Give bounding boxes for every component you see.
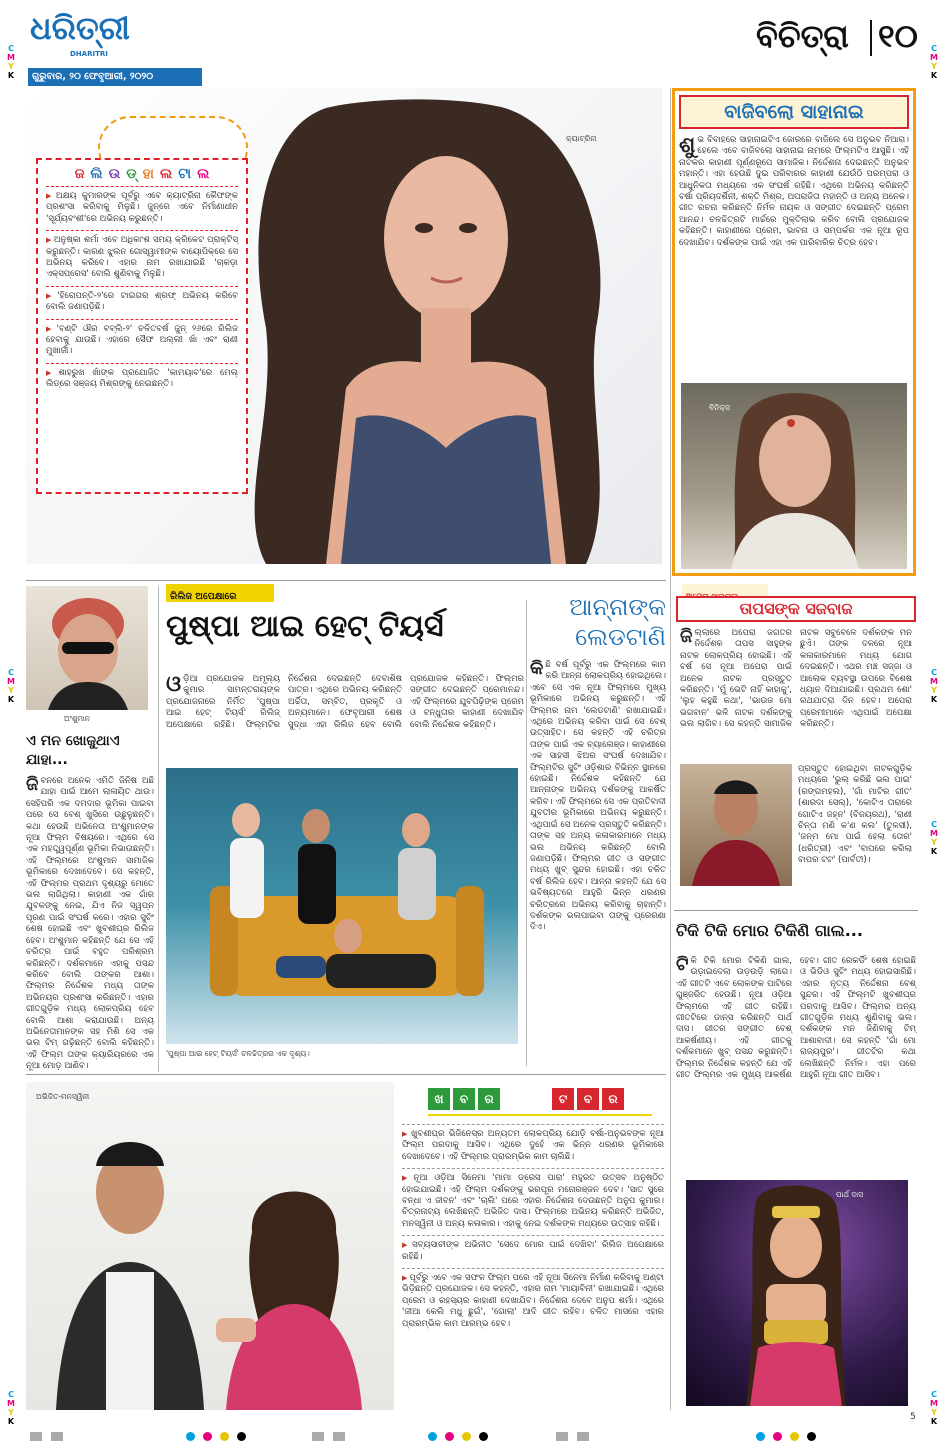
- reg-y: Y: [8, 1408, 14, 1417]
- khabar-item: [402, 1235, 664, 1268]
- footer-dot: [479, 1432, 488, 1441]
- horizontal-rule: [26, 580, 666, 581]
- reg-y: Y: [931, 62, 937, 71]
- reg-k: K: [930, 71, 938, 80]
- section-divider: [870, 20, 872, 56]
- masthead-date-bar: [28, 68, 202, 86]
- gossip-item-text: ଅନୁଷ୍କା ଶର୍ମା ଏବେ ଅଧିକାଂଶ ସମୟ କ୍ରିକେଟ ପ୍ରାକ୍ଟିସ୍ କରୁଛନ୍ତି। କାରଣ ଝୁଲନ ଗୋସ୍ୱାମୀଙ୍କ ବାୟୋପିକ୍‌ରେ ସେ ଅଭିନୟ କରିବେ। ଏହାର ନାମ ରଖାଯାଇଛି 'ଚାକଡ଼ା ଏକ୍ସପ୍ରେସ' ବୋଲି ଶୁଣିବାକୁ ମିଳୁଛି।: [46, 235, 238, 280]
- footer-block: [333, 1432, 345, 1441]
- section-header: [756, 12, 926, 68]
- footer-block: [30, 1432, 42, 1441]
- anshuman-photo: [26, 586, 148, 710]
- reg-c: C: [931, 1390, 937, 1399]
- gossip-item: [46, 319, 238, 363]
- khabar-item-text: ନୂଆ ଓଡ଼ିଆ ସିନେମା 'ମାମା ଡ୍ରେସ ପାରା' ମହୁରତ ଉତ୍ସବ ଅନୁଷ୍ଠିତ ହୋଇଯାଇଛି। ଏହି ଫିଲ୍ମ ଦର୍ଶକଙ୍କୁ ଭରପୂର ମନୋରଞ୍ଜନ ଦେବ। 'ସାତ ସୁରେ ବନ୍ଧା ଏ ଜୀବନ' ଏବଂ 'ଚାଲି' ପରେ ଏହାର ନିର୍ଦ୍ଦେଶନା ଦେଉଛନ୍ତି ଅନୁପ କୁମାର। ଚିତ୍ରନାଟ୍ୟ ଲେଖିଛନ୍ତି ଅଭିଜିତ ଦାସ। ଫିଲ୍ମରେ ଅଭିନୟ କରିଛନ୍ତି ଅଭିଜିତ, ମନସ୍ୱିନୀ ଓ ଅନ୍ୟ କଳାକାର। ଏହାକୁ ନେଇ ଦର୍ଶକଙ୍କ ମଧ୍ୟରେ ଉତ୍ସାହ ରହିଛି।: [402, 1173, 664, 1229]
- registration-left-top: [6, 44, 16, 80]
- footer-grey-blocks-mid: [312, 1426, 349, 1445]
- gossip-title-letter: ଜ: [74, 166, 85, 182]
- footer-dot: [756, 1432, 765, 1441]
- footer-dot: [237, 1432, 246, 1441]
- reg-m: M: [930, 829, 938, 838]
- khabar-item-text: ପୂର୍ବରୁ ଏବେ ଏକ ସଫଳ ଫିଲ୍ମ ପରେ ଏହି ନୂଆ ସିନେମା ନିର୍ମାଣ କରିବାକୁ ଅଣ୍ଟା ଭିଡ଼ିଛନ୍ତି ପ୍ରଯୋଜକ। ସେ କହନ୍ତି, ଏହାର ନାମ 'ମାୟାବିନୀ' ରଖାଯାଇଛି। ଏଥିରେ ପ୍ରେମ ଓ ରହସ୍ୟର କାହାଣୀ ଦେଖାଯିବ। ନିର୍ଦ୍ଦେଶନା ଦେବେ ଅନୁପ ଶର୍ମା। ଏଥିରେ 'ଜୀଆ କେଲି ମଧୁ ଛୁଇଁ', 'ଗୋଲା' ଆଦି ଗୀତ ରହିବ। ଚଳିତ ମାସରେ ଏହାର ପ୍ରାରମ୍ଭିକ କାମ ଆରମ୍ଭ ହେବ।: [402, 1273, 664, 1329]
- tapas-body: [680, 628, 912, 756]
- khabar-item: [402, 1168, 664, 1235]
- registration-left-mid: [6, 668, 16, 704]
- pushpa-photo: [166, 768, 518, 1044]
- reg-k: K: [930, 1417, 938, 1426]
- pushpa-headline: ପୁଷ୍ପା ଆଇ ହେଟ୍ ଟିୟର୍ସ: [166, 609, 444, 644]
- sahanai-body: [679, 135, 909, 357]
- anshuman-body-text: ବନରେ ଅନେକ ଏମିତି ଜିନିଷ ଅଛି ଯାହା ପାଇଁ ଆମେ ଲାଳାୟିତ ଥାଉ। ସେହିପରି ଏକ ଦମଦାର ଭୂମିକା ପାଇବା ପରେ ସେ ବେଶ୍ ଖୁସିରେ ଉଛୁଳୁଛନ୍ତି। କଥା ହେଉଛି ଅଭିନେତା ଅଂଶୁମାନଙ୍କ ନୂଆ ଫିଲ୍ମ ବିଷୟରେ। ଏଥିରେ ସେ ଏକ ମହତ୍ତ୍ୱପୂର୍ଣ୍ଣ ଭୂମିକା ନିଭାଉଛନ୍ତି। ଏହି ଫିଲ୍ମରେ ଅଂଶୁମାନ ସାମାଜିକ ଭୂମିକାରେ ଦେଖାଦେବେ। ସେ କହନ୍ତି, ଏହି ଫିଲ୍ମର ପ୍ରଥମ ଦୃଶ୍ୟରୁ ମୋତେ ଭଲ ଲାଗିଥିଲା। କାହାଣୀ ଏକ ଗାଁର ଯୁବକଙ୍କୁ ନେଇ, ଯିଏ ନିଜ ସ୍ୱପ୍ନ ପୂରଣ ପାଇଁ ସଂଘର୍ଷ କରେ। ଏହାର ସୁଟିଂ ଶେଷ ହୋଇଛି ଏବଂ ଖୁବଶୀଘ୍ର ରିଲିଜ ହେବ। ଅଂଶୁମାନ କହିଛନ୍ତି ଯେ ସେ ଏହି ଚରିତ୍ର ପାଇଁ ବହୁତ ପରିଶ୍ରମ କରିଛନ୍ତି। ଦର୍ଶକମାନେ ଏହାକୁ ପସନ୍ଦ କରିବେ ବୋଲି ତାଙ୍କର ଆଶା। ଫିଲ୍ମର ନିର୍ଦ୍ଦେଶକ ମଧ୍ୟ ତାଙ୍କ ଅଭିନୟର ପ୍ରଶଂସା କରିଛନ୍ତି। ଏହାର ଗୀତଗୁଡ଼ିକ ମଧ୍ୟ ଲୋକପ୍ରିୟ ହେବ ବୋଲି ଆଶା କରାଯାଉଛି। ଅନ୍ୟ ଅଭିନେତାମାନଙ୍କ ସହ ମିଶି ସେ ଏକ ଭଲ ଟିମ୍ ଗଢ଼ିଛନ୍ତି ବୋଲି କହିଛନ୍ତି। ଏହି ଫିଲ୍ମ ତାଙ୍କ କ୍ୟାରିୟରରେ ଏକ ନୂଆ ମୋଡ଼ ଆଣିବ।: [26, 776, 154, 1072]
- gossip-title: [46, 166, 238, 182]
- reg-m: M: [7, 1399, 15, 1408]
- reg-m: M: [930, 677, 938, 686]
- gossip-item-text: ଅକ୍ଷୟ କୁମାରଙ୍କ ପୂର୍ବରୁ ଏବେ କ୍ୟାଟ୍ରିନା କୈଫଙ୍କ ପ୍ରଶଂସା କରିବାକୁ ମିଳୁଛି। ଜୁନ୍‌ରେ ଏବେ ନିର୍ମାଣାଧୀନ 'ସୂର୍ଯ୍ୟବଂଶୀ'ରେ ଅଭିନୟ କରୁଛନ୍ତି।: [46, 191, 238, 224]
- reg-c: C: [931, 820, 937, 829]
- masthead-logo-sub: DHARITRI: [70, 50, 108, 58]
- gossip-item: [46, 186, 238, 230]
- registration-right-top: [929, 44, 939, 80]
- footer-color-dots-mid: [428, 1426, 491, 1445]
- section-name: ବିଚିତ୍ରା: [756, 17, 849, 55]
- anannya-headline-line1: ଆନ୍ନାଙ୍କ: [569, 593, 666, 621]
- reg-y: Y: [931, 1408, 937, 1417]
- anannya-headline-line2: ଲେଡଟାଣି: [575, 623, 666, 651]
- footer-dot: [428, 1432, 437, 1441]
- drop-cap: କି: [530, 658, 544, 679]
- gossip-box: [36, 158, 248, 494]
- gossip-item: [46, 363, 238, 396]
- reg-m: M: [930, 53, 938, 62]
- sahanai-photo: [681, 383, 907, 569]
- tiki-headline: ଟିକି ଟିକି ମୋର ଟିକିଣି ଗାଲ...: [676, 921, 863, 940]
- tiki-photo-caption: ପାର୍ଥ ଦାସ: [836, 1190, 864, 1199]
- sahanai-body-text: ଭ ବିବାହରେ ସାହାନାଇଟିଏ ଜୋରରେ ବାଜିଲେ ସେ ଅନୁଭବ ନିଆରା। ହେଲେ ଏବେ ବାଜିବଲୋ ସାହାନାଇ ନାମରେ ଫିଲ୍ମଟିଏ ଆସୁଛି। ଏହି ନାଟକର କାହାଣୀ ପୂର୍ଣ୍ଣରୂପେ ସାମାଜିକ। ନିର୍ଦ୍ଦେଶନା ଦେଇଛନ୍ତି ଅନୁଭବ ମହାନ୍ତି। ଏହା ହେଉଛି ଦୁଇ ପରିବାରର କାହାଣୀ ଯେଉଁଠି ପରମ୍ପରା ଓ ଆଧୁନିକତା ମଧ୍ୟରେ ଏକ ସଂଘର୍ଷ ରହିଛି। ଏଥିରେ ଅଭିନୟ କରିଛନ୍ତି ବର୍ଷା ପ୍ରିୟଦର୍ଶିନୀ, ଶକ୍ତି ମିଶ୍ର, ଅପରାଜିତା ମହାନ୍ତି ଓ ଅନ୍ୟ ଅନେକ। ଗୀତ ରଚନା କରିଛନ୍ତି ନିର୍ମଳ ନାୟକ ଓ ସଙ୍ଗୀତ ଦେଇଛନ୍ତି ପ୍ରେମ ଆନନ୍ଦ। ଚଳଚ୍ଚିତ୍ରଟି ମାର୍ଚ୍ଚରେ ମୁକ୍ତିଲାଭ କରିବ ବୋଲି ପ୍ରଯୋଜକ କହିଛନ୍ତି। କାହାଣୀରେ ପ୍ରେମ, ଭାବନା ଓ ସମ୍ପର୍କର ଏକ ନୂଆ ରୂପ ଦେଖାଯିବ। ଦର୍ଶକଙ୍କ ପାଇଁ ଏହା ଏକ ପାରିବାରିକ ଚିତ୍ର ହେବ।: [679, 135, 909, 248]
- reg-k: K: [7, 1417, 15, 1426]
- footer-dot: [807, 1432, 816, 1441]
- footer-block: [312, 1432, 324, 1441]
- gossip-item: [46, 286, 238, 319]
- pushpa-photo-caption: 'ପୁଷ୍ପା ଆଇ ହେଟ୍ ଟିୟର୍ସ' ଚଳଚ୍ଚିତ୍ରର ଏକ ଦୃଶ୍ୟ।: [166, 1049, 310, 1058]
- gossip-title-letter: ଉ: [108, 166, 121, 182]
- reg-c: C: [931, 668, 937, 677]
- footer-grey-blocks-right: [556, 1426, 593, 1445]
- reg-k: K: [7, 695, 15, 704]
- katrina-caption: କ୍ୟାଟ୍ରିନା: [566, 134, 597, 143]
- khabar-letter: ଟ: [552, 1088, 574, 1110]
- registration-right-low: [929, 820, 939, 856]
- sahanai-headline-bar: [679, 95, 909, 129]
- reg-y: Y: [8, 62, 14, 71]
- footer-dot: [203, 1432, 212, 1441]
- gossip-title-letter: ଲ: [197, 166, 210, 182]
- tiki-body-text: କି ଟିକି ମୋର ଟିକିଣି ଗାଲ, ଉଡ଼ାଇଦେଲା ଉଡ଼ଉଡ଼ି ଲାଗେ। ଏହି ଗୀତଟି ଏବେ ଲୋକଙ୍କ ପାଟିରେ ଗୁଞ୍ଜରିତ ହେଉଛି। ନୂଆ ଓଡ଼ିଆ ଫିଲ୍ମରେ ଏହି ଗୀତ ରହିଛି। ଗୀତଟିରେ ଡାନ୍ସ କରିଛନ୍ତି ପାର୍ଥ ଦାସ। ଗୀତର ସଙ୍ଗୀତ ବେଶ୍ ଆକର୍ଷଣୀୟ। ଏହି ଗୀତକୁ ଦର୍ଶକମାନେ ଖୁବ୍ ପସନ୍ଦ କରୁଛନ୍ତି। ଫିଲ୍ମର ନିର୍ଦ୍ଦେଶକ କହନ୍ତି ଯେ ଏହି ଗୀତ ଫିଲ୍ମର ଏକ ମୁଖ୍ୟ ଆକର୍ଷଣ ହେବ। ଗୀତ ରେକର୍ଡିଂ ଶେଷ ହୋଇଛି ଓ ଭିଡିଓ ସୁଟିଂ ମଧ୍ୟ ହୋଇସାରିଛି। ଏହାର ନୃତ୍ୟ ନିର୍ଦ୍ଦେଶନା ବେଶ୍ ସୁନ୍ଦର। ଏହି ଫିଲ୍ମଟି ଖୁବଶୀଘ୍ର ପରଦାକୁ ଆସିବ। ଫିଲ୍ମର ଅନ୍ୟ ଗୀତଗୁଡ଼ିକ ମଧ୍ୟ ଶୁଣିବାକୁ ଭଲ। ଦର୍ଶକଙ୍କ ମନ ଜିଣିବାକୁ ଟିମ୍ ଆଶାବାଦୀ। ସେ କହନ୍ତି 'ଗାଁ ମୋ ରାଜ୍ୟପୁର'। ଗୀତଟିର କଥା ଲେଖିଛନ୍ତି ନିର୍ମଳ। ଏହା ପରେ ଆହୁରି ନୂଆ ଗୀତ ଆସିବ।: [676, 956, 916, 1081]
- reg-c: C: [8, 44, 14, 53]
- tapas-figure: [680, 764, 792, 886]
- anshuman-headline: ଏ ମନ ଖୋଜୁଥାଏ ଯାହା...: [26, 733, 120, 768]
- tapas-headline: ତାପସଙ୍କ ସଜବାଜ: [739, 599, 853, 618]
- column-rule: [526, 600, 527, 1066]
- reg-m: M: [7, 677, 15, 686]
- drop-cap: ଜି: [680, 626, 693, 647]
- khabar-letter: ର: [602, 1088, 624, 1110]
- footer-color-dots-left: [186, 1426, 249, 1445]
- khabar-letter: ର: [478, 1088, 500, 1110]
- pushpa-kicker-text: ରିଲିଜ ଅପେକ୍ଷାରେ: [170, 591, 237, 602]
- khabar-title-group-1: [428, 1088, 500, 1110]
- pushpa-body-text: ଡ଼ିଆ ପ୍ରଯୋଜକ ଅମୂଲ୍ୟ କୁମାର ସାମନ୍ତରାୟଙ୍କ ପ୍ରଯୋଜନାରେ ନିର୍ମିତ 'ପୁଷ୍ପା ଆଇ ହେଟ୍ ଟିୟର୍ସ' ରିଲିଜ୍ ଅପେକ୍ଷାରେ ରହିଛି। ଫିଲ୍ମଟିର ନିର୍ଦ୍ଦେଶନା ଦେଇଛନ୍ତି ଦେବାଶିଷ ପାତ୍ର। ଏଥିରେ ଅଭିନୟ କରିଛନ୍ତି ଅର୍ଚ୍ଚିତା, ସମ୍ବିତ, ପ୍ରକୃତି ଓ ଅନ୍ୟମାନେ। ଫେବୃଆରୀ ଶେଷ ସୁଦ୍ଧା ଏହା ରିଲିଜ ହେବ ବୋଲି ପ୍ରଯୋଜକ କହିଛନ୍ତି। ଫିଲ୍ମର ସଙ୍ଗୀତ ଦେଇଛନ୍ତି ପ୍ରେମାନନ୍ଦ। ଏହି ଫିଲ୍ମରେ ଯୁବପିଢ଼ିଙ୍କ ପ୍ରେମ ଓ ବନ୍ଧୁତାର କାହାଣୀ ଦେଖାଯିବ ବୋଲି ନିର୍ଦ୍ଦେଶକ କହିଛନ୍ତି।: [166, 674, 524, 730]
- gossip-title-letter: ଲି: [90, 166, 103, 182]
- footer-marks: [0, 1412, 945, 1446]
- registration-right-mid: [929, 668, 939, 704]
- gossip-item-text: ଶାହରୁଖ ଖାଁଙ୍କ ପ୍ରଯୋଜିତ 'କାମୟାବ'ରେ ମେଲ୍ ଲିଡ୍‌ରେ ସଞ୍ଜୟ ମିଶ୍ରଙ୍କୁ ନେଇଛନ୍ତି।: [46, 367, 238, 390]
- gossip-item-text: 'ବଣ୍ଟି ଔର ବବ୍‌ଲି-୨' ଚଳିତବର୍ଷ ଜୁନ୍ ୨୬ରେ ରିଲିଜ ହେବାକୁ ଯାଉଛି। ଏହାରେ ସୈଫ ଅଲ୍ଲୀ ଖାଁ ଏବଂ ରାଣୀ ମୁଖାର୍ଜୀ।: [46, 323, 238, 357]
- footer-dot: [773, 1432, 782, 1441]
- sahanai-headline: ବାଜିବଲୋ ସାହାନାଇ: [724, 101, 864, 123]
- gossip-title-letter: ଲ: [160, 166, 173, 182]
- drop-cap: ଜି: [26, 774, 39, 795]
- anshuman-figure: [26, 586, 148, 710]
- anannya-body-text: ଛି ବର୍ଷ ପୂର୍ବରୁ ଏକ ଫିଲ୍ମରେ କାମ କରି ଆନ୍ନା ଲୋକପ୍ରିୟ ହୋଇଥିଲେ। ଏବେ ସେ ଏକ ନୂଆ ଫିଲ୍ମରେ ମୁଖ୍ୟ ଭୂମିକାରେ ଅଭିନୟ କରୁଛନ୍ତି। ଏହି ଫିଲ୍ମର ନାମ 'ଲେଡଟାଣି' ରଖାଯାଇଛି। ଏଥିରେ ଅଭିନୟ କରିବା ପାଇଁ ସେ ବେଶ୍ ଉତ୍ସାହିତ। ସେ କହନ୍ତି ଏହି ଚରିତ୍ର ତାଙ୍କ ପାଇଁ ଏକ ଚ୍ୟାଲେଞ୍ଜ। କାହାଣୀରେ ଏକ ସାହସୀ ଝିଅର ସଂଘର୍ଷ ଦେଖାଯିବ। ଫିଲ୍ମଟିର ସୁଟିଂ ଓଡ଼ିଶାର ବିଭିନ୍ନ ସ୍ଥାନରେ ହୋଇଛି। ନିର୍ଦ୍ଦେଶକ କହିଛନ୍ତି ଯେ ଆନ୍ନାଙ୍କ ଅଭିନୟ ଦର୍ଶକଙ୍କୁ ଆକର୍ଷିତ କରିବ। ଏହି ଫିଲ୍ମରେ ସେ ଏକ ପ୍ରତିବାଦୀ ଯୁବତୀର ଭୂମିକାରେ ଅଭିନୟ କରୁଛନ୍ତି। ଏଥିପାଇଁ ସେ ଅନେକ ପ୍ରସ୍ତୁତି କରିଛନ୍ତି। ତାଙ୍କ ସହ ଅନ୍ୟ କଳାକାରମାନେ ମଧ୍ୟ ଭଲ ଅଭିନୟ କରିଛନ୍ତି ବୋଲି ଜଣାପଡ଼ିଛି। ଫିଲ୍ମର ଗୀତ ଓ ସଙ୍ଗୀତ ମଧ୍ୟ ଖୁବ୍ ସୁନ୍ଦର ହୋଇଛି। ଏହା ଚଳିତ ବର୍ଷ ରିଲିଜ ହେବ। ଆନ୍ନା କହନ୍ତି ଯେ ସେ ଭବିଷ୍ୟତରେ ଆହୁରି ଭିନ୍ନ ଧରଣର ଚରିତ୍ରରେ ଅଭିନୟ କରିବାକୁ ଚାହାନ୍ତି। ଦର୍ଶକଙ୍କ ଭଲପାଇବା ତାଙ୍କୁ ପ୍ରେରଣା ଦିଏ।: [530, 660, 666, 933]
- horizontal-rule: [26, 1074, 666, 1075]
- reg-c: C: [8, 1390, 14, 1399]
- gossip-title-letter: ଟା: [178, 166, 192, 182]
- masthead-date: ଗୁରୁବାର, ୨୦ ଫେବୃଆରୀ, ୨୦୨୦: [32, 71, 154, 82]
- footer-page-number: 5: [910, 1412, 916, 1422]
- reg-m: M: [930, 1399, 938, 1408]
- abhijit-photo-caption: ଅଭିଜିତ-ମନସ୍ୱିନୀ: [36, 1092, 90, 1101]
- tiki-figure: [686, 1180, 908, 1406]
- khabar-letter: ଖ: [428, 1088, 450, 1110]
- reg-y: Y: [8, 686, 14, 695]
- khabar-list: [402, 1124, 664, 1412]
- footer-block: [577, 1432, 589, 1441]
- anannya-headline: [530, 592, 666, 652]
- pushpa-body: [166, 674, 524, 764]
- gossip-item: [46, 230, 238, 286]
- footer-dot: [790, 1432, 799, 1441]
- drop-cap: ଟି: [676, 954, 689, 975]
- sahanai-photo-caption: ବିନିକ୍ସ: [709, 403, 730, 412]
- reg-c: C: [931, 44, 937, 53]
- anshuman-body: [26, 774, 154, 1072]
- masthead-logo[interactable]: ଧରିତ୍ରୀ: [30, 9, 130, 47]
- khabar-title: [420, 1084, 660, 1128]
- column-rule: [158, 586, 159, 1072]
- anannya-body: [530, 660, 666, 1046]
- khabar-item: [402, 1124, 664, 1168]
- reg-k: K: [930, 847, 938, 856]
- reg-c: C: [8, 668, 14, 677]
- drop-cap: ଶୁ: [679, 133, 696, 158]
- column-rule: [670, 88, 671, 1410]
- abhijit-photo: [26, 1082, 394, 1410]
- gossip-title-letter: ଡ୍: [126, 166, 137, 182]
- footer-dot: [445, 1432, 454, 1441]
- tapas-box: [676, 584, 916, 908]
- khabar-item: [402, 1268, 664, 1335]
- pushpa-figures: [166, 768, 518, 1044]
- reg-k: K: [930, 695, 938, 704]
- pushpa-kicker: [166, 584, 274, 602]
- tapas-photo: [680, 764, 792, 886]
- footer-block: [51, 1432, 63, 1441]
- footer-block: [556, 1432, 568, 1441]
- sahanai-box: [672, 88, 916, 576]
- footer-color-dots-right: [756, 1426, 819, 1445]
- khabar-letter: ବ: [453, 1088, 475, 1110]
- footer-dot: [186, 1432, 195, 1441]
- khabar-title-underline: [428, 1114, 652, 1116]
- reg-m: M: [7, 53, 15, 62]
- khabar-item-text: ଖୁବଶୀଘ୍ର ଭିଜିନେସ୍‌ର ଅନ୍ୟତମ ଲୋକପ୍ରିୟ ଯୋଡ଼ି ବର୍ଷା-ଅନୁଭବଙ୍କ ନୂଆ ଫିଲ୍ମ ପରଦାକୁ ଆସିବ। ଏଥିରେ ଦୁହେଁ ଏକ ଭିନ୍ନ ଧରଣର ଭୂମିକାରେ ଦେଖାଦେବେ। ଏହି ଫିଲ୍ମର ପ୍ରାରମ୍ଭିକ କାମ ଚାଲିଛି।: [402, 1129, 664, 1162]
- tiki-body: [676, 956, 916, 1170]
- khabar-letter: ବ: [577, 1088, 599, 1110]
- khabar-title-group-2: [552, 1088, 624, 1110]
- drop-cap: ଓ: [166, 672, 182, 697]
- masthead: [30, 8, 270, 88]
- page-number: ୧୦: [878, 17, 918, 55]
- reg-y: Y: [931, 686, 937, 695]
- reg-k: K: [7, 71, 15, 80]
- abhijit-figures: [26, 1082, 394, 1410]
- tiki-photo: [686, 1180, 908, 1406]
- footer-dot: [462, 1432, 471, 1441]
- tapas-body-text: ଲ୍ଲାରେ ଅପେରା ଜଗତର ନିର୍ଦ୍ଦେଶକ ତାପସ ସାହୁଙ୍କ ନାଟକ ଲୋକପ୍ରିୟ ହୋଇଛି। ଏହି ବର୍ଷ ସେ ନୂଆ ଅପେରା ପାଇଁ ଅନେକ ନାଟକ ପ୍ରସ୍ତୁତ କରିଛନ୍ତି। 'ମୁଁ ଭେଟି ନାହିଁ କାହାକୁ', 'ଲୁହ କହୁଛି କଥା', 'ଭାଉଜ ମୋ ଭଗବାନ' ଭଳି ନାଟକ ଦର୍ଶକଙ୍କୁ ଭଲ ଲାଗିବ। ସେ କହନ୍ତି ସାମାଜିକ ନାଟକ ସବୁବେଳେ ଦର୍ଶକଙ୍କ ମନ ଛୁଏଁ। ତାଙ୍କ ଦଳରେ ନୂଆ କଳାକାରମାନେ ମଧ୍ୟ ଯୋଗ ଦେଇଛନ୍ତି। ଏଥର ମଞ୍ଚ ସଜ୍ଜା ଓ ଆଲୋକ ବ୍ୟବସ୍ଥା ଉପରେ ବିଶେଷ ଧ୍ୟାନ ଦିଆଯାଇଛି। ପ୍ରଥମ ଶୋ' ରଥଯାତ୍ରା ଦିନ ହେବ। ଅପେରା ପ୍ରେମୀମାନେ ଏଥିପାଇଁ ଅପେକ୍ଷା କରିଛନ୍ତି।: [680, 628, 912, 730]
- footer-dot: [220, 1432, 229, 1441]
- anshuman-caption: ଅଂଶୁମାନ: [64, 714, 90, 723]
- khabar-item-text: ସବ୍ୟସାଚୀଙ୍କ ଅଭିନୀତ 'ସେଦେ ମୋର ପାଇଁ ଦେଖିବା' ରିଲିଜ ଅପେକ୍ଷାରେ ରହିଛି।: [402, 1240, 664, 1262]
- reg-y: Y: [931, 838, 937, 847]
- tapas-headline-bar: [676, 596, 916, 622]
- tapas-body-2: ପ୍ରସ୍ତୁତ ହୋଇଥିବା ନାଟକଗୁଡ଼ିକ ମଧ୍ୟରେ 'ଭୁଲ୍ କରିଛି ଭଲ ପାଇ' (ରଙ୍ଗମହଲ), 'ଗାଁ ମାଟିର ଗୀତ' (ଶାରଦା ସେଲ୍), 'କୋଟିଏ ତାରାରେ ଗୋଟିଏ ଜହ୍ନ' (ବିଜୟରଥ), 'ରାଣୀ ଚିନ୍ତା ମଣି କ'ଣ କଲ' (ତୁଳସୀ), 'ଜନ୍ମ ମୋ ପାଇଁ ହେଲା ତୋର' (ଧରିତ୍ରୀ) ଏବଂ 'ବାପରେ କରିଲା ବାପର ଟଟ' (ପାର୍ବତୀ)।: [798, 764, 912, 866]
- footer-grey-blocks-left: [30, 1426, 67, 1445]
- gossip-item-text: 'ହିରୋପନ୍ତି-୨'ରେ ଟାଇଗର ଶ୍ରଫ୍ ଅଭିନୟ କରିବେ ବୋଲି ଜଣାପଡ଼ିଛି।: [46, 290, 239, 313]
- horizontal-rule: [674, 910, 918, 911]
- gossip-title-letter: ହା: [142, 166, 154, 182]
